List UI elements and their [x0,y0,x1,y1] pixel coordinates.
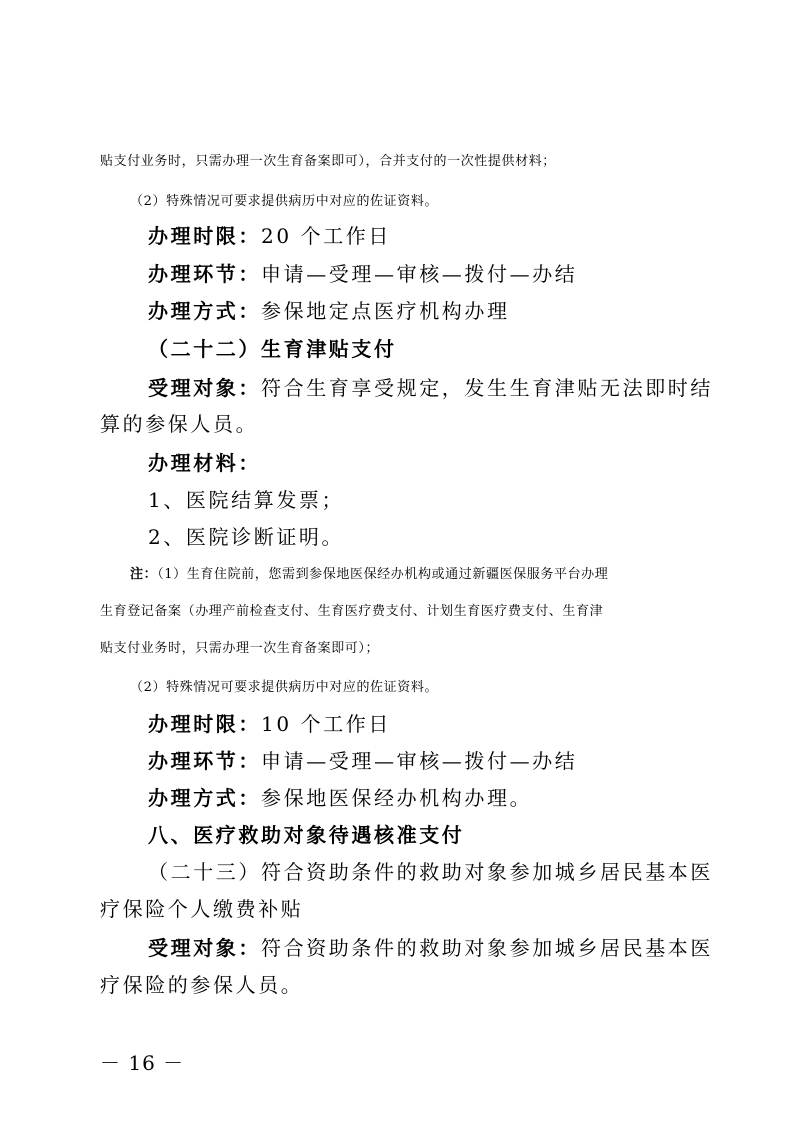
text: 算的参保人员。 [100,412,259,436]
text: 疗保险个人缴费补贴 [100,897,304,921]
text: 1、医院结算发票； [148,488,345,512]
process-steps-line [148,258,577,287]
label: 受理对象： [148,936,261,960]
note-line [100,600,603,619]
label: 办理时限： [148,712,261,736]
section-heading [148,856,713,885]
process-steps-line [148,745,577,774]
value: 参保地定点医疗机构办理 [261,299,510,323]
paragraph-line [100,969,303,998]
value: 参保地医保经办机构办理。 [261,786,533,810]
section-heading-continued [100,893,303,922]
value: 10 个工作日 [261,712,392,736]
label: 办理环节： [148,262,261,286]
value: 申请—受理—审核—拨付—办结 [261,749,578,773]
text: 贴支付业务时，只需办理一次生育备案即可），合并支付的一次性提供材料； [100,154,556,169]
text: 贴支付业务时，只需办理一次生育备案即可）； [100,641,380,656]
text: 2、医院诊断证明。 [148,525,345,549]
applicant-line [148,372,713,401]
list-item [148,521,344,550]
value: 20 个工作日 [261,224,392,248]
text: （2）特殊情况可要求提供病历中对应的佐证资料。 [130,680,439,695]
text: 疗保险的参保人员。 [100,973,304,997]
label: 办理环节： [148,749,261,773]
value: 申请—受理—审核—拨付—办结 [261,262,578,286]
text: 八、医疗救助对象待遇核准支付 [148,823,465,847]
page-number: － 16 － [100,1051,185,1075]
text: 生育登记备案（办理产前检查支付、生育医疗费支付、计划生育医疗费支付、生育津 [100,604,604,619]
processing-time-line [148,708,391,737]
value: 符合资助条件的救助对象参加城乡居民基本医 [261,936,713,960]
label: 受理对象： [148,376,261,400]
value: 符合生育享受规定，发生生育津贴无法即时结 [261,376,713,400]
label: 办理方式： [148,299,261,323]
section-heading [148,333,397,362]
note-line [100,637,379,656]
label: 办理方式： [148,786,261,810]
text: （二十三）符合资助条件的救助对象参加城乡居民基本医 [148,860,713,884]
processing-method-line [148,782,532,811]
processing-time-line [148,220,391,249]
text: 办理材料： [148,451,261,475]
applicant-line [148,932,713,961]
text: （二十二）生育津贴支付 [148,337,397,361]
note-line [130,676,438,695]
paragraph-line [100,408,258,437]
text: （2）特殊情况可要求提供病历中对应的佐证资料。 [130,194,439,209]
chapter-heading [148,819,464,848]
processing-method-line [148,295,510,324]
materials-heading [148,447,261,476]
note-label: 注： [130,567,158,582]
label: 办理时限： [148,224,261,248]
paragraph-line [130,190,438,209]
paragraph-line [100,150,556,169]
note-line [130,563,608,582]
text: （1）生育住院前，您需到参保地医保经办机构或通过新疆医保服务平台办理 [157,567,609,582]
list-item [148,484,344,513]
